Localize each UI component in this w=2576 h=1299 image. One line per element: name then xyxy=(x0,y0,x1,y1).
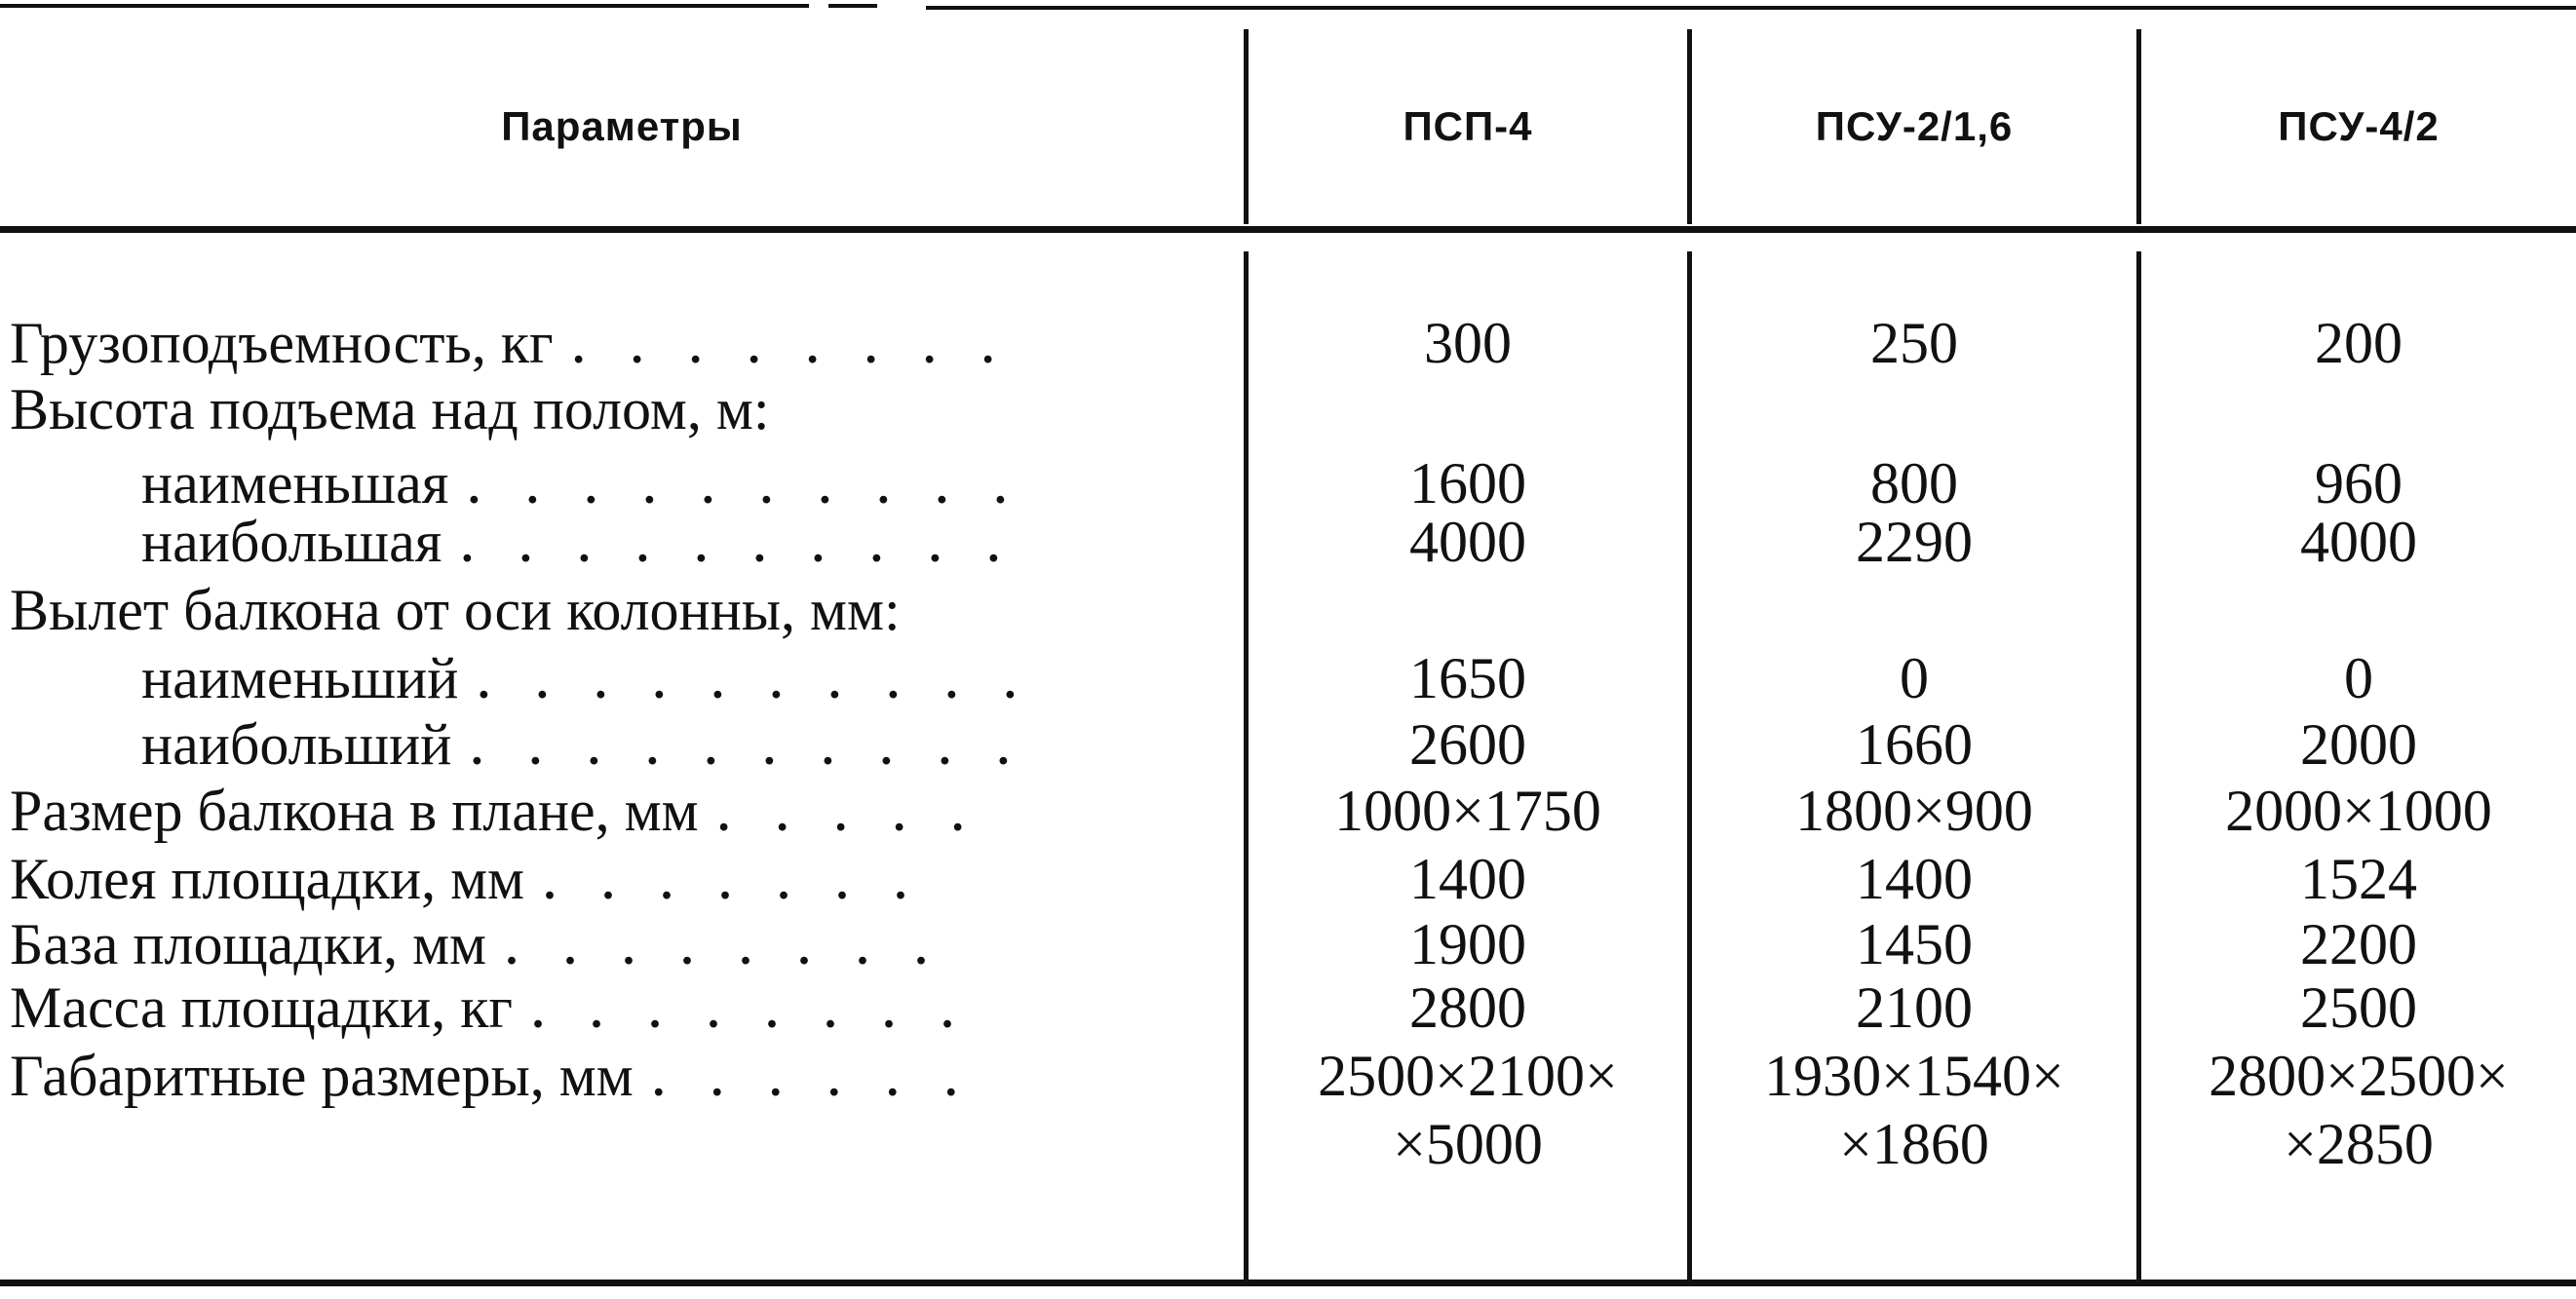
row-label xyxy=(10,1043,1228,1109)
value-cell-col3: 2500 xyxy=(2300,975,2417,1040)
value-cell-col2: 1450 xyxy=(1856,912,1973,976)
bottom-rule xyxy=(0,1280,2576,1286)
row-label xyxy=(141,509,1228,575)
value-cell-col1 xyxy=(1249,577,1687,643)
table-row xyxy=(0,846,2576,912)
row-label-text: Габаритные размеры, мм xyxy=(10,1044,634,1108)
row-label xyxy=(10,577,1228,643)
value-cell-col2: 1660 xyxy=(1856,712,1973,777)
value-cell-col1: 1400 xyxy=(1409,847,1526,911)
value-cell-col1: 2800 xyxy=(1409,975,1526,1040)
row-label-text: Масса площадки, кг xyxy=(10,975,514,1040)
table-row xyxy=(0,310,2576,376)
row-label xyxy=(10,778,1228,844)
value-cell-col1: 4000 xyxy=(1409,510,1526,574)
row-label-text: наибольший xyxy=(141,712,452,777)
table-row xyxy=(0,450,2576,516)
header-psu-4-2: ПСУ-4/2 xyxy=(2278,103,2440,149)
row-label xyxy=(10,846,1228,912)
table-row xyxy=(0,1111,2576,1177)
value-cell-col2: 1800×900 xyxy=(1795,779,2033,843)
table-row xyxy=(0,974,2576,1041)
value-cell-col3: 2800×2500× xyxy=(2209,1044,2509,1108)
leader-dots: . . . . . . . . xyxy=(572,322,1012,373)
row-label-text: наибольшая xyxy=(141,510,442,574)
table-row xyxy=(0,376,2576,442)
header-psp-4: ПСП-4 xyxy=(1403,103,1533,149)
value-cell-col3: ×2850 xyxy=(2284,1112,2434,1176)
value-cell-col1: 300 xyxy=(1424,311,1512,375)
value-cell-col3: 2000 xyxy=(2300,712,2417,777)
value-cell-col3: 0 xyxy=(2344,646,2373,710)
leader-dots: . . . . . . . xyxy=(544,858,925,909)
top-rule-right xyxy=(926,6,2576,10)
row-label-text: наименьшая xyxy=(141,451,449,516)
value-cell-col1: 2500×2100× xyxy=(1318,1044,1618,1108)
row-label-text: Грузоподъемность, кг xyxy=(10,311,554,375)
table-row xyxy=(0,711,2576,778)
value-cell-col2: ×1860 xyxy=(1839,1112,1989,1176)
leader-dots: . . . . . . . . xyxy=(506,923,945,974)
row-label-text: Вылет балкона от оси колонны, мм: xyxy=(10,578,901,642)
value-cell-col3 xyxy=(2141,577,2576,643)
value-cell-col2: 1400 xyxy=(1856,847,1973,911)
table-row xyxy=(0,1043,2576,1109)
top-rule-short xyxy=(828,4,877,8)
leader-dots: . . . . . . . . . . xyxy=(471,723,1027,775)
header-parameters: Параметры xyxy=(501,103,743,149)
leader-dots: . . . . . . . . . . xyxy=(468,462,1024,514)
value-cell-col3: 4000 xyxy=(2300,510,2417,574)
value-cell-col1: 1650 xyxy=(1409,646,1526,710)
leader-dots: . . . . . . . . . . xyxy=(461,520,1018,572)
row-label xyxy=(141,711,1228,778)
leader-dots: . . . . . . xyxy=(652,1054,975,1106)
value-cell-col2 xyxy=(1692,577,2136,643)
row-label-text: Колея площадки, мм xyxy=(10,847,525,911)
row-label-text: Высота подъема над полом, м: xyxy=(10,377,770,441)
value-cell-col2: 800 xyxy=(1870,451,1958,516)
header-rule xyxy=(0,226,2576,233)
value-cell-col2: 2290 xyxy=(1856,510,1973,574)
value-cell-col2: 0 xyxy=(1900,646,1929,710)
value-cell-col3: 200 xyxy=(2315,311,2403,375)
value-cell-col3: 960 xyxy=(2315,451,2403,516)
row-label xyxy=(141,450,1228,516)
value-cell-col3 xyxy=(2141,376,2576,442)
row-label xyxy=(10,310,1228,376)
row-label xyxy=(10,974,1228,1041)
value-cell-col3: 1524 xyxy=(2300,847,2417,911)
table-row xyxy=(0,778,2576,844)
leader-dots: . . . . . . . . . . xyxy=(478,657,1034,708)
table-row xyxy=(0,911,2576,977)
leader-dots: . . . . . . . . xyxy=(532,986,972,1038)
row-label-text: наименьший xyxy=(141,646,459,710)
value-cell-col1 xyxy=(1249,376,1687,442)
leader-dots: . . . . . xyxy=(717,789,981,841)
header-psu-2-1-6: ПСУ-2/1,6 xyxy=(1815,103,2014,149)
row-label xyxy=(141,645,1228,711)
value-cell-col3: 2200 xyxy=(2300,912,2417,976)
table-row xyxy=(0,577,2576,643)
value-cell-col1: 1000×1750 xyxy=(1334,779,1601,843)
value-cell-col2: 250 xyxy=(1870,311,1958,375)
row-label xyxy=(10,376,1228,442)
value-cell-col2 xyxy=(1692,376,2136,442)
table-row xyxy=(0,645,2576,711)
value-cell-col3: 2000×1000 xyxy=(2225,779,2492,843)
value-cell-col2: 2100 xyxy=(1856,975,1973,1040)
value-cell-col2: 1930×1540× xyxy=(1764,1044,2064,1108)
row-label xyxy=(10,1111,1228,1177)
value-cell-col1: 1900 xyxy=(1409,912,1526,976)
row-label xyxy=(10,911,1228,977)
value-cell-col1: 2600 xyxy=(1409,712,1526,777)
row-label-text: Размер балкона в плане, мм xyxy=(10,779,699,843)
top-rule-left xyxy=(0,4,809,8)
row-label-text: База площадки, мм xyxy=(10,912,487,976)
table-row xyxy=(0,509,2576,575)
value-cell-col1: ×5000 xyxy=(1393,1112,1543,1176)
value-cell-col1: 1600 xyxy=(1409,451,1526,516)
